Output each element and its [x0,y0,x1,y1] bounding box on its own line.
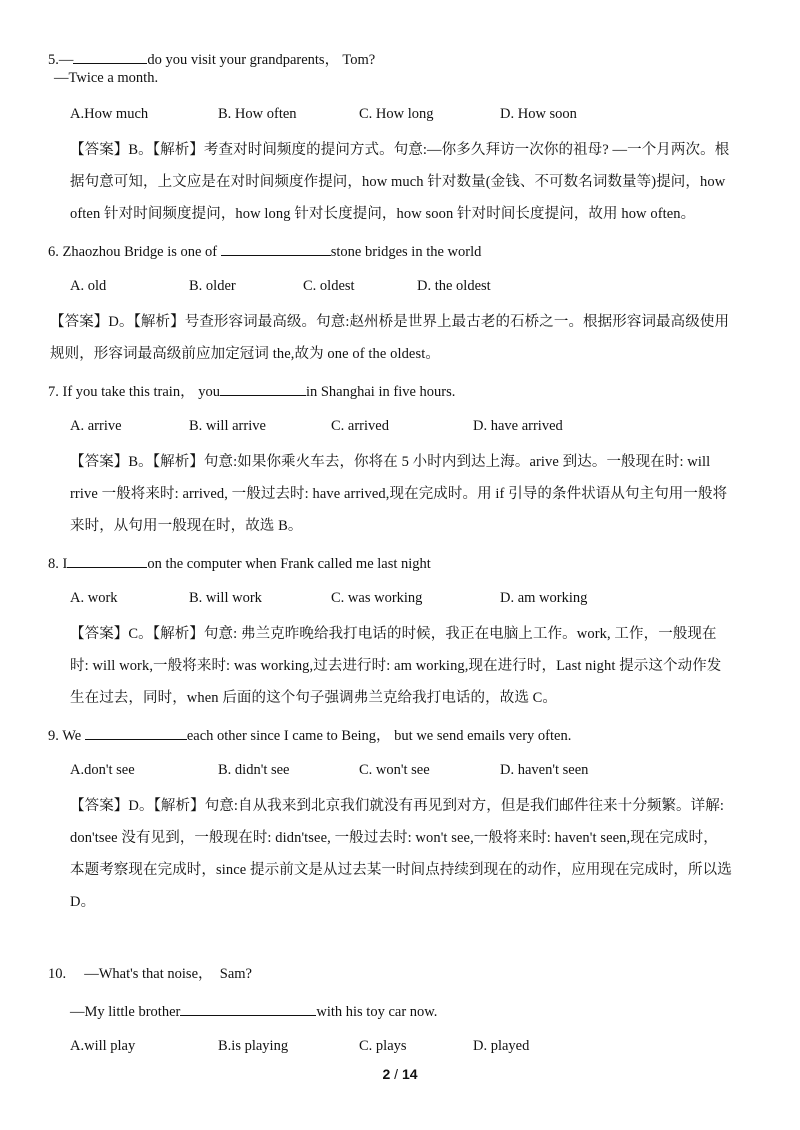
question-7-option-a: A. arrive [70,418,122,434]
question-6-answer-line: 【答案】D。【解析】号查形容词最高级。句意:赵州桥是世界上最古老的石桥之一。根据形容词最高级使用 [50,314,730,330]
question-5-reply: —Twice a month. [54,70,159,86]
question-7-option-c: C. arrived [331,418,389,434]
question-9-answer-line: D。 [70,894,96,910]
answer-blank [67,552,147,568]
question-7-option-d: D. have arrived [473,418,563,434]
answer-blank [221,240,331,256]
question-7-option-b: B. will arrive [189,418,266,434]
question-8-stem: 8. I on the computer when Frank called me last night [48,552,431,574]
answer-blank [73,48,147,64]
question-9-option-c: C. won't see [359,762,430,778]
question-6-option-c: C. oldest [303,278,355,294]
question-8-answer-line: 【答案】C。【解析】句意: 弗兰克昨晚给我打电话的时候，我正在电脑上工作。work, 工作，一般现在 [70,626,717,642]
question-5-option-c: C. How long [359,106,434,122]
question-6-option-b: B. older [189,278,236,294]
question-5-answer-line: 据句意可知，上文应是在对时间频度作提问，how much 针对数量(金钱、不可数名词数量等)提问，how [70,174,726,190]
question-8-option-c: C. was working [331,590,423,606]
question-7-answer-line: 【答案】B。【解析】句意:如果你乘火车去，你将在 5 小时内到达上海。arive 到达。一般现在时: will [70,454,711,470]
question-9-answer-line: 【答案】D。【解析】句意:自从我来到北京我们就没有再见到对方，但是我们邮件往来十分频繁。详解: [70,798,724,814]
answer-blank [85,724,187,740]
question-10-option-b: B.is playing [218,1038,289,1054]
question-10-option-c: C. plays [359,1038,407,1054]
question-7-answer-line: 来时，从句用一般现在时，故选 B。 [70,518,303,534]
answer-blank [180,1000,316,1016]
question-6-stem: 6. Zhaozhou Bridge is one of stone bridges in the world [48,240,481,262]
question-8-answer-line: 时: will work,一般将来时: was working,过去进行时: am working,现在进行时，Last night 提示这个动作发 [70,658,722,674]
question-9-option-a: A.don't see [70,762,135,778]
question-5-option-a: A.How much [70,106,149,122]
question-9-option-d: D. haven't seen [500,762,589,778]
question-8-option-d: D. am working [500,590,588,606]
question-5-option-d: D. How soon [500,106,577,122]
question-10-option-a: A.will play [70,1038,136,1054]
question-8-option-a: A. work [70,590,118,606]
question-5-option-b: B. How often [218,106,297,122]
question-7-answer-line: rrive 一般将来时: arrived, 一般过去时: have arrived,现在完成时。用 if 引导的条件状语从句主句用一般将 [70,486,728,502]
question-8-option-b: B. will work [189,590,262,606]
question-5-answer-line: often 针对时间频度提问，how long 针对长度提问，how soon 针对时间长度提问，故用 how often。 [70,206,696,222]
question-6-option-d: D. the oldest [417,278,491,294]
question-8-answer-line: 生在过去，同时，when 后面的这个句子强调弗兰克给我打电话的，故选 C。 [70,690,558,706]
question-9-stem: 9. We each other since I came to Being， but we send emails very often. [48,724,571,746]
question-9-answer-line: 本题考察现在完成时，since 提示前文是从过去某一时间点持续到现在的动作，应用现在完成时，所以选 [70,862,732,878]
question-5-answer-line: 【答案】B。【解析】考查对时间频度的提问方式。句意:—你多久拜访一次你的祖母? —一个月两次。根 [70,142,730,158]
question-10-stem: 10. —What's that noise， Sam? [48,966,252,982]
question-9-answer-line: don'tsee 没有见到，一般现在时: didn'tsee, 一般过去时: won't see,一般将来时: haven't seen,现在完成时， [70,830,718,846]
question-9-option-b: B. didn't see [218,762,290,778]
question-10-reply: —My little brother with his toy car now. [70,1000,437,1022]
page-number: 2 / 14 [382,1066,418,1082]
answer-blank [220,380,306,396]
question-6-answer-line: 规则，形容词最高级前应加定冠词 the,故为 one of the oldest。 [50,346,440,362]
question-7-stem: 7. If you take this train， you in Shanghai in five hours. [48,380,455,402]
question-6-option-a: A. old [70,278,107,294]
question-10-option-d: D. played [473,1038,530,1054]
question-5-stem: 5.— do you visit your grandparents， Tom? [48,48,375,70]
